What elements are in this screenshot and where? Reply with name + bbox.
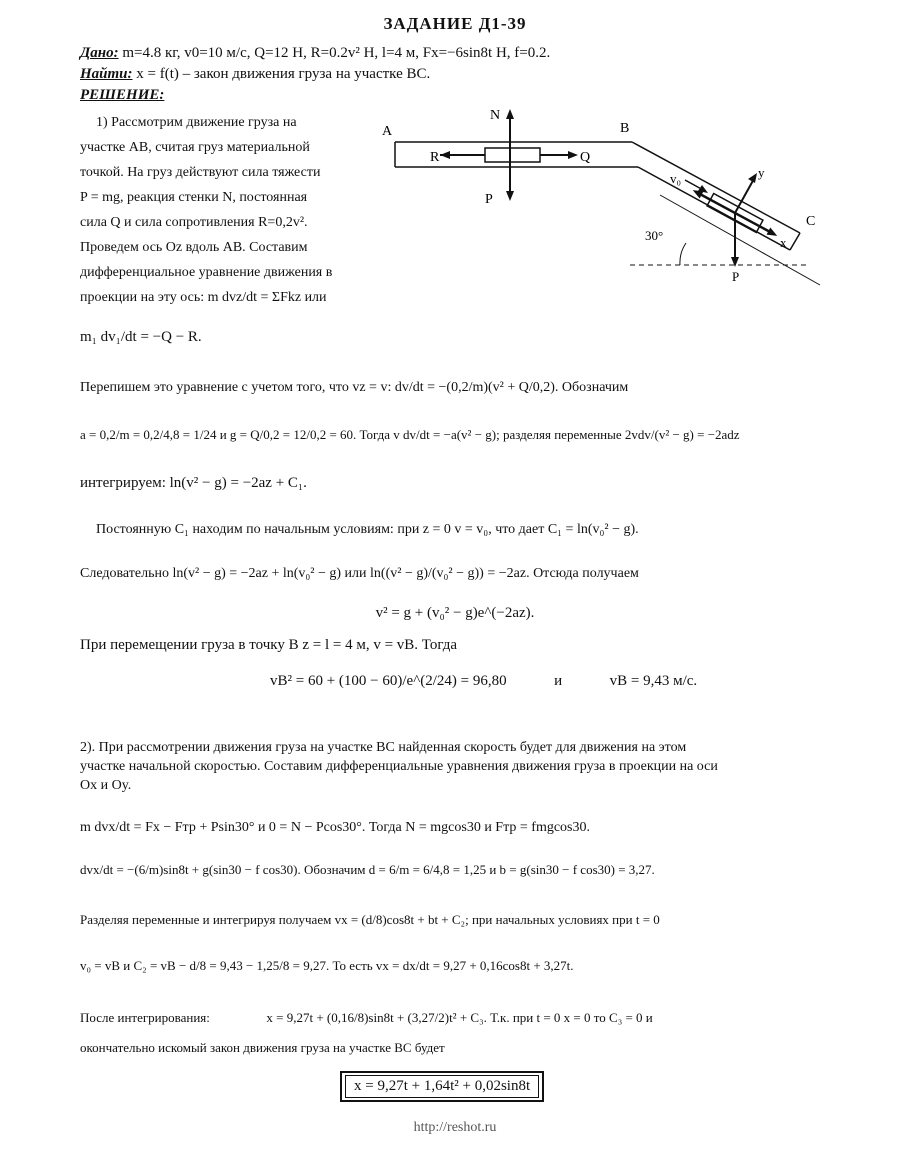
paragraph-8 (80, 738, 718, 795)
eq3-vb-squared: vB² = 60 + (100 − 60)/e^(2/24) = 96,80 (270, 673, 507, 689)
paragraph-1 (80, 110, 333, 310)
equation-3 (270, 672, 697, 691)
paragraph-4: интегрируем: ln(v² − g) = −2az + C₁. (80, 475, 307, 491)
channel-top-bc (632, 142, 800, 233)
paragraph-5: Постоянную C₁ находим по начальным условиям: при z = 0 v = v₀, что дает C₁ = ln(v₀² − g). (96, 522, 639, 537)
p1-line: 1) Рассмотрим движение груза на (96, 115, 297, 130)
site-watermark: http://reshot.ru (413, 1120, 497, 1135)
load-box-ab (485, 148, 540, 162)
label-r: R (430, 150, 440, 165)
equation-5: dvx/dt = −(6/m)sin8t + g(sin30 − f cos30). Обозначим d = 6/m = 6/4,8 = 1,25 и b = g(sin30 − f cos30) = 3,27. (80, 862, 655, 877)
p1-line: Проведем ось Oz вдоль AB. Составим (80, 240, 308, 255)
paragraph-11: окончательно искомый закон движения груза на участке BC будет (80, 1040, 445, 1055)
arrow-n-icon (506, 109, 514, 119)
label-q: Q (580, 150, 591, 165)
label-angle: 30° (645, 228, 664, 243)
mechanics-figure (380, 105, 830, 295)
given-line (80, 44, 550, 63)
answer-box (340, 1071, 544, 1102)
equation-1: m₁ dv₁/dt = −Q − R. (80, 329, 202, 345)
find-label: Найти: (80, 66, 133, 82)
paragraph-7: При перемещении груза в точку B z = l = 4 м, v = vB. Тогда (80, 637, 458, 653)
eq3-vb: vB = 9,43 м/с. (609, 673, 698, 689)
p8-line: Ox и Oy. (80, 778, 132, 793)
solution-heading (80, 86, 164, 105)
find-text: x = f(t) – закон движения груза на участке BC. (136, 66, 431, 82)
paragraph-6: Следовательно ln(v² − g) = −2az + ln(v₀² − g) или ln((v² − g)/(v₀² − g)) = −2az. Отсюда получаем (80, 566, 639, 581)
p1-line: проекции на эту ось: m dvz/dt = ΣFkz или (80, 290, 327, 305)
paragraph-10: После интегрирования: (80, 1010, 210, 1025)
p8-line: 2). При рассмотрении движения груза на участке BC найденная скорость будет для движения на этом (80, 740, 687, 755)
p1-line: сила Q и сила сопротивления R=0,2v². (80, 215, 308, 230)
angle-arc (680, 243, 686, 265)
channel-end-c (790, 233, 800, 250)
paragraph-9: Разделяя переменные и интегрируя получаем vx = (d/8)cos8t + bt + C₂; при начальных условиях при t = 0 (80, 912, 660, 927)
solution-label: РЕШЕНИЕ: (80, 87, 165, 103)
p1-line: точкой. На груз действуют сила тяжести (80, 165, 321, 180)
label-p: P (485, 192, 493, 207)
equation-4: m dvx/dt = Fx − Fтр + Psin30° и 0 = N − Pcos30°. Тогда N = mgcos30 и Fтр = fmgcos30. (80, 820, 590, 835)
equation-7: x = 9,27t + (0,16/8)sin8t + (3,27/2)t² + C₃. Т.к. при t = 0 x = 0 то C₃ = 0 и (266, 1010, 653, 1025)
arrow-q-icon (568, 151, 578, 159)
label-v0: v₀ (670, 171, 682, 186)
p8-line: участке начальной скоростью. Составим дифференциальные уравнения движения груза в проекции на оси (80, 759, 718, 774)
find-line (80, 65, 430, 84)
p1-line: участке AB, считая груз материальной (80, 140, 310, 155)
answer-text: x = 9,27t + 1,64t² + 0,02sin8t (345, 1075, 539, 1098)
equation-2: v² = g + (v₀² − g)e^(−2az). (375, 605, 535, 621)
page-title: ЗАДАНИЕ Д1-39 (383, 14, 527, 33)
label-b: B (620, 121, 630, 136)
arrow-r-icon (440, 151, 450, 159)
label-n: N (490, 108, 501, 123)
eq3-and: и (554, 673, 563, 689)
label-c: C (806, 214, 816, 229)
equation-6: v₀ = vB и C₂ = vB − d/8 = 9,43 − 1,25/8 = 9,27. То есть vx = dx/dt = 9,27 + 0,16cos8t + 3,27t. (80, 958, 574, 973)
arrow-y-icon (748, 173, 757, 183)
label-x: x (780, 235, 787, 250)
integration-line (80, 1008, 653, 1027)
given-text: m=4.8 кг, v0=10 м/с, Q=12 Н, R=0.2v² Н, l=4 м, Fx=−6sin8t Н, f=0.2. (122, 45, 551, 61)
paragraph-3: a = 0,2/m = 0,2/4,8 = 1/24 и g = Q/0,2 = 12/0,2 = 60. Тогда v dv/dt = −a(v² − g); разделяя переменные 2vdv/(v² − g) = −2adz (80, 427, 740, 442)
p1-line: P = mg, реакция стенки N, постоянная (80, 190, 308, 205)
given-label: Дано: (80, 45, 119, 61)
paragraph-2: Перепишем это уравнение с учетом того, что vz = v: dv/dt = −(0,2/m)(v² + Q/0,2). Обозначим (80, 380, 629, 395)
label-p-bc: P (732, 269, 740, 284)
label-y: y (758, 165, 765, 180)
label-a: A (382, 124, 393, 139)
p1-line: дифференциальное уравнение движения в (80, 265, 333, 280)
arrow-p-icon (506, 191, 514, 201)
